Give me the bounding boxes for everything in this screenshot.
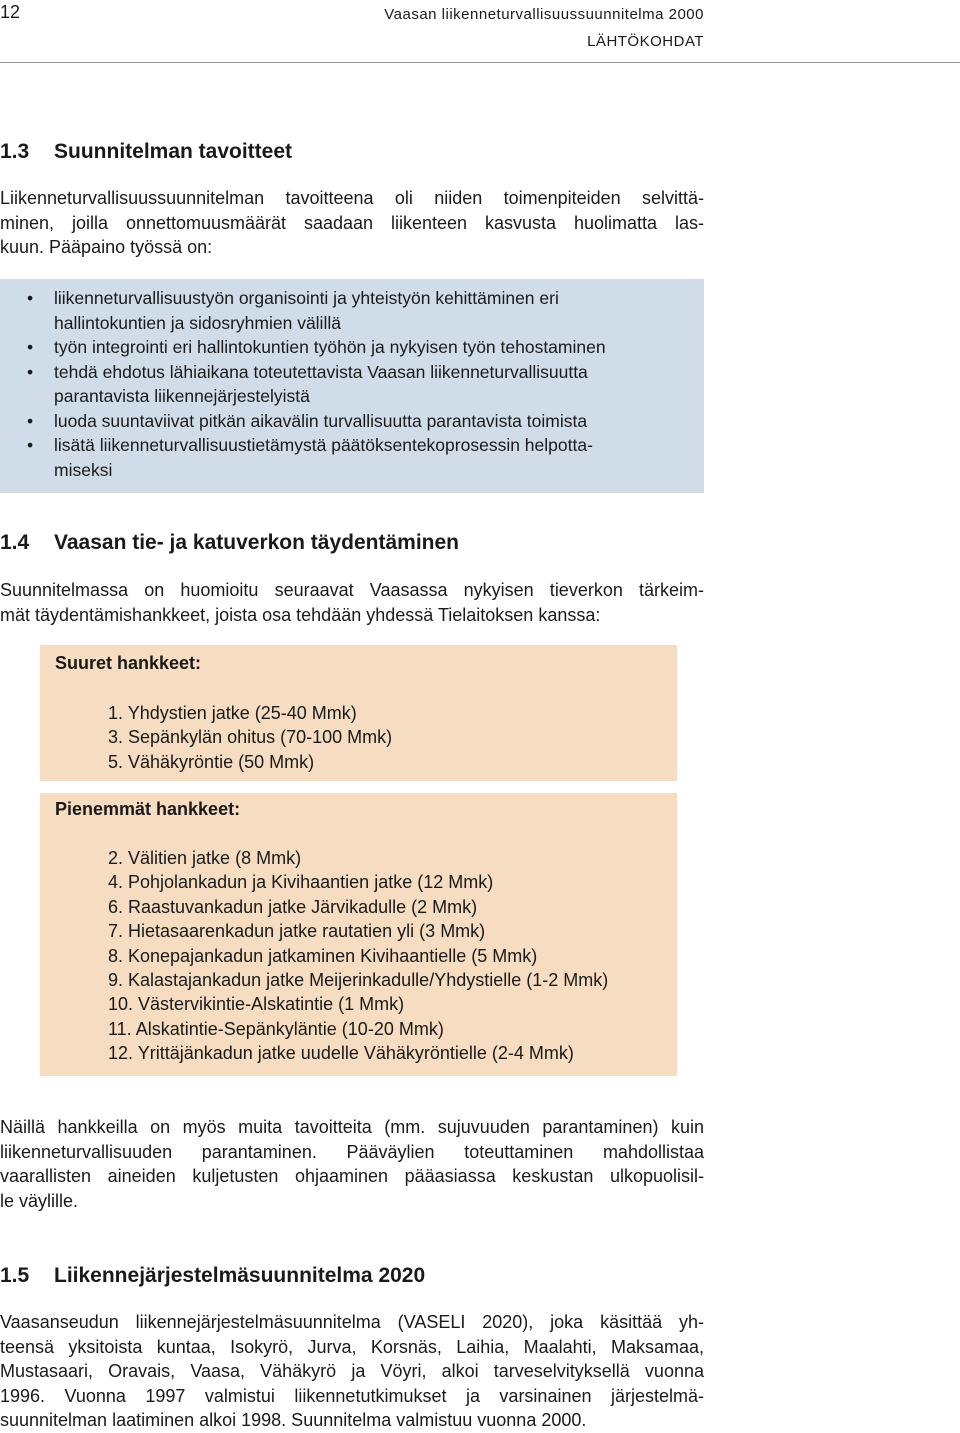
large-projects-list (108, 701, 392, 774)
section-heading-1-3 (0, 140, 292, 164)
list-item: 2. Välitien jatke (8 Mmk) (108, 848, 302, 868)
section-title: Vaasan tie- ja katuverkon täydentäminen (54, 531, 459, 554)
paragraph-line: Vaasanseudun liikennejärjestelmäsuunnitelma (VASELI 2020), joka käsittää yh- (0, 1312, 704, 1332)
paragraph-line: le väylille. (0, 1190, 79, 1211)
section-1-3-intro (0, 186, 704, 260)
section-1-4-intro (0, 578, 704, 627)
section-heading-1-4 (0, 531, 459, 555)
paragraph-line: minen, joilla onnettomuusmäärät saadaan liikenteen kasvusta huolimatta las- (0, 212, 704, 233)
section-number: 1.3 (0, 140, 30, 163)
paragraph-line: Suunnitelmassa on huomioitu seuraavat Vaasassa nykyisen tieverkon tärkeim- (0, 580, 704, 600)
list-item: 8. Konepajankadun jatkaminen Kivihaantielle (5 Mmk) (108, 945, 538, 966)
header-divider (0, 62, 960, 63)
list-item: 3. Sepänkylän ohitus (70-100 Mmk) (108, 727, 393, 748)
section-title: Liikennejärjestelmäsuunnitelma 2020 (54, 1264, 426, 1287)
document-title: Vaasan liikenneturvallisuussuunnitelma 2000 (384, 6, 704, 23)
list-item: • tehdä ehdotus lähiaikana toteutettavista Vaasan liikenneturvallisuutta parantavista liikennejärjestelyistä (27, 361, 588, 406)
section-heading-1-5 (0, 1264, 425, 1288)
paragraph-line: vaarallisten aineiden kuljetusten ohjaaminen pääasiassa keskustan ulkopuolisil- (0, 1166, 704, 1186)
small-projects-list (108, 846, 608, 1066)
paragraph-line: 1996. Vuonna 1997 valmistui liikennetutkimukset ja varsinainen järjestelmä- (0, 1385, 704, 1406)
section-title: Suunnitelman tavoitteet (54, 140, 293, 163)
paragraph-line: liikenneturvallisuuden parantaminen. Pääväylien toteuttaminen mahdollistaa (0, 1141, 704, 1162)
goals-list (27, 286, 697, 482)
list-item: • luoda suuntaviivat pitkän aikavälin turvallisuutta parantavista toimista (27, 410, 588, 431)
section-number: 1.5 (0, 1264, 30, 1287)
list-item: 9. Kalastajankadun jatke Meijerinkadulle/Yhdystielle (1-2 Mmk) (108, 970, 609, 991)
large-projects-heading: Suuret hankkeet: (55, 653, 202, 673)
paragraph-line: mät täydentämishankkeet, joista osa tehdään yhdessä Tielaitoksen kanssa: (0, 604, 601, 625)
section-1-5-body (0, 1310, 704, 1433)
section-1-4-closing (0, 1115, 704, 1213)
small-projects-heading: Pienemmät hankkeet: (55, 799, 241, 819)
list-item: 1. Yhdystien jatke (25-40 Mmk) (108, 703, 357, 723)
paragraph-line: suunnitelman laatiminen alkoi 1998. Suunnitelma valmistuu vuonna 2000. (0, 1410, 587, 1430)
large-projects-box (40, 645, 677, 781)
list-item: 4. Pohjolankadun ja Kivihaantien jatke (12 Mmk) (108, 872, 494, 893)
list-item: • työn integrointi eri hallintokuntien työhön ja nykyisen työn tehostaminen (27, 337, 606, 357)
list-item: 10. Västervikintie-Alskatintie (1 Mmk) (108, 994, 405, 1015)
page-number: 12 (0, 2, 21, 22)
list-item: 7. Hietasaarenkadun jatke rautatien yli (3 Mmk) (108, 921, 486, 942)
small-projects-box (40, 793, 677, 1076)
paragraph-line: Mustasaari, Oravais, Vaasa, Vähäkyrö ja Vöyri, alkoi tarveselvityksellä vuonna (0, 1361, 704, 1381)
paragraph-line: kuun. Pääpaino työssä on: (0, 237, 213, 257)
section-number: 1.4 (0, 531, 30, 554)
paragraph-line: Näillä hankkeilla on myös muita tavoitteita (mm. sujuvuuden parantaminen) kuin (0, 1117, 704, 1137)
chapter-title: LÄHTÖKOHDAT (587, 33, 704, 50)
list-item: 5. Vähäkyröntie (50 Mmk) (108, 751, 315, 772)
list-item: 6. Raastuvankadun jatke Järvikadulle (2 Mmk) (108, 896, 478, 917)
list-item: 12. Yrittäjänkadun jatke uudelle Vähäkyröntielle (2-4 Mmk) (108, 1043, 574, 1064)
list-item: • liikenneturvallisuustyön organisointi ja yhteistyön kehittäminen eri hallintokuntien ja sidosryhmien välillä (27, 288, 559, 333)
paragraph-line: Liikenneturvallisuussuunnitelman tavoitteena oli niiden toimenpiteiden selvittä- (0, 188, 704, 208)
paragraph-line: teensä yksitoista kuntaa, Isokyrö, Jurva, Korsnäs, Laihia, Maalahti, Maksamaa, (0, 1336, 704, 1357)
list-item: • lisätä liikenneturvallisuustietämystä päätöksentekoprosessin helpotta- miseksi (27, 435, 593, 480)
list-item: 11. Alskatintie-Sepänkyläntie (10-20 Mmk) (108, 1018, 444, 1039)
